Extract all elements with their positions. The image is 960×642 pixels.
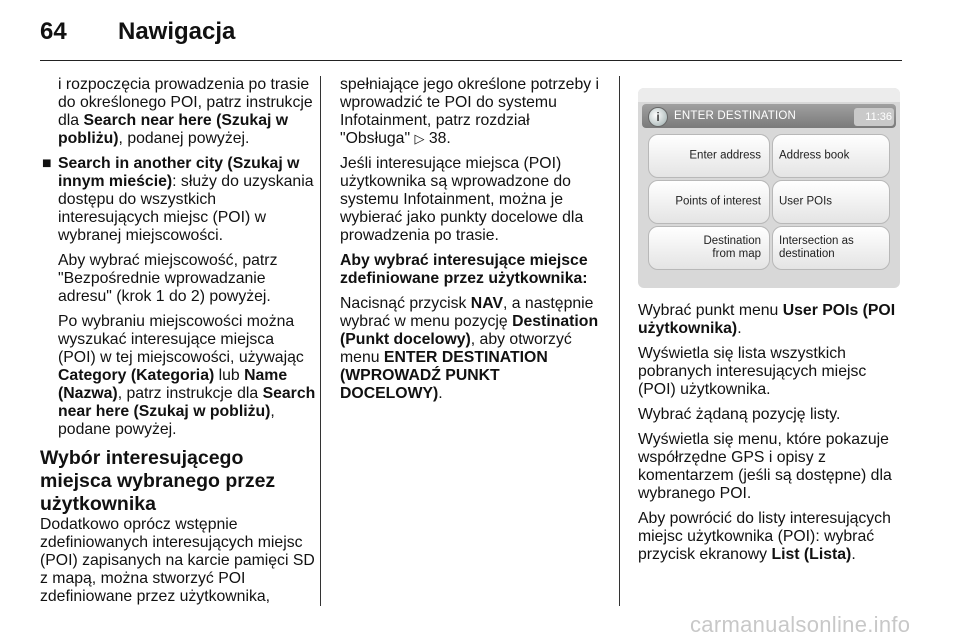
destination-from-map-button[interactable]: Destination from map bbox=[648, 226, 770, 270]
column-2 bbox=[340, 76, 602, 410]
intersection-as-destination-button[interactable]: Intersection as destination bbox=[772, 226, 890, 270]
screen-clock: 11:36 bbox=[854, 108, 894, 126]
paragraph: Nacisnąć przycisk NAV, a następnie wybrać w menu pozycję Destination (Punkt docelowy), aby otworzyć menu ENTER DESTINATION (WPROWADŹ PUNKT DOCELOWY). bbox=[340, 295, 599, 402]
paragraph: Wyświetla się menu, które pokazuje współrzędne GPS i opisy z komentarzem (jeśli są dostępne) dla wybranego POI. bbox=[638, 431, 892, 502]
user-pois-button[interactable]: User POIs bbox=[772, 180, 890, 224]
points-of-interest-button[interactable]: Points of interest bbox=[648, 180, 770, 224]
paragraph: Dodatkowo oprócz wstępnie zdefiniowanych interesujących miejsc (POI) zapisanych na karcie pamięci SD z mapą, można stworzyć POI zdefiniowane przez użytkownika, bbox=[40, 516, 315, 605]
paragraph: Wybrać żądaną pozycję listy. bbox=[638, 406, 841, 423]
bold-heading: Aby wybrać interesujące miejsce zdefiniowane przez użytkownika: bbox=[340, 252, 588, 287]
paragraph: Aby powrócić do listy interesujących miejsc użytkownika (POI): wybrać przycisk ekranowy List (Lista). bbox=[638, 510, 891, 563]
info-icon: i bbox=[648, 107, 668, 127]
screen-title: ENTER DESTINATION bbox=[674, 110, 797, 122]
paragraph: i rozpoczęcia prowadzenia po trasie do określonego POI, patrz instrukcje dla Search near here (Szukaj w pobliżu), podanej powyżej. bbox=[58, 76, 313, 147]
enter-address-button[interactable]: Enter address bbox=[648, 134, 770, 178]
column-divider bbox=[320, 76, 321, 606]
watermark: carmanualsonline.info bbox=[690, 612, 911, 637]
paragraph: spełniające jego określone potrzeby i wprowadzić te POI do systemu Infotainment, patrz rozdział "Obsługa" ▷ 38. bbox=[340, 76, 600, 147]
page-number: 64 bbox=[40, 18, 67, 45]
paragraph: Wybrać punkt menu User POIs (POI użytkownika). bbox=[638, 302, 896, 337]
bullet-icon: ■ bbox=[42, 155, 52, 172]
paragraph: Po wybraniu miejscowości można wyszukać interesujące miejsca (POI) w tej miejscowości, używając Category (Kategoria) lub Name (Nazwa), patrz instrukcje dla Search near here (Szukaj w pobliżu), podane powyżej. bbox=[58, 313, 316, 438]
paragraph: Aby wybrać miejscowość, patrz "Bezpośrednie wprowadzanie adresu" (krok 1 do 2) powyżej. bbox=[58, 252, 278, 305]
nav-screenshot bbox=[638, 88, 900, 288]
list-item: ■ Search in another city (Szukaj w innym mieście): służy do uzyskania dostępu do wszystkich interesujących miejsc (POI) w wybranej miejscowości. bbox=[42, 155, 314, 244]
address-book-button[interactable]: Address book bbox=[772, 134, 890, 178]
paragraph: Jeśli interesujące miejsca (POI) użytkownika są wprowadzone do systemu Infotainment, można je wybierać jako punkty docelowe dla prowadzenia po trasie. bbox=[340, 155, 584, 244]
page-title: Nawigacja bbox=[118, 18, 236, 45]
paragraph: Wyświetla się lista wszystkich pobranych interesujących miejsc (POI) użytkownika. bbox=[638, 345, 867, 398]
reference-arrow-icon: ▷ bbox=[414, 131, 425, 146]
page-header bbox=[0, 0, 960, 58]
column-1 bbox=[40, 76, 316, 613]
section-heading: Wybór interesującego miejsca wybranego przez użytkownika bbox=[40, 447, 276, 515]
column-3 bbox=[638, 302, 904, 571]
header-rule bbox=[40, 60, 902, 61]
column-divider bbox=[619, 76, 620, 606]
